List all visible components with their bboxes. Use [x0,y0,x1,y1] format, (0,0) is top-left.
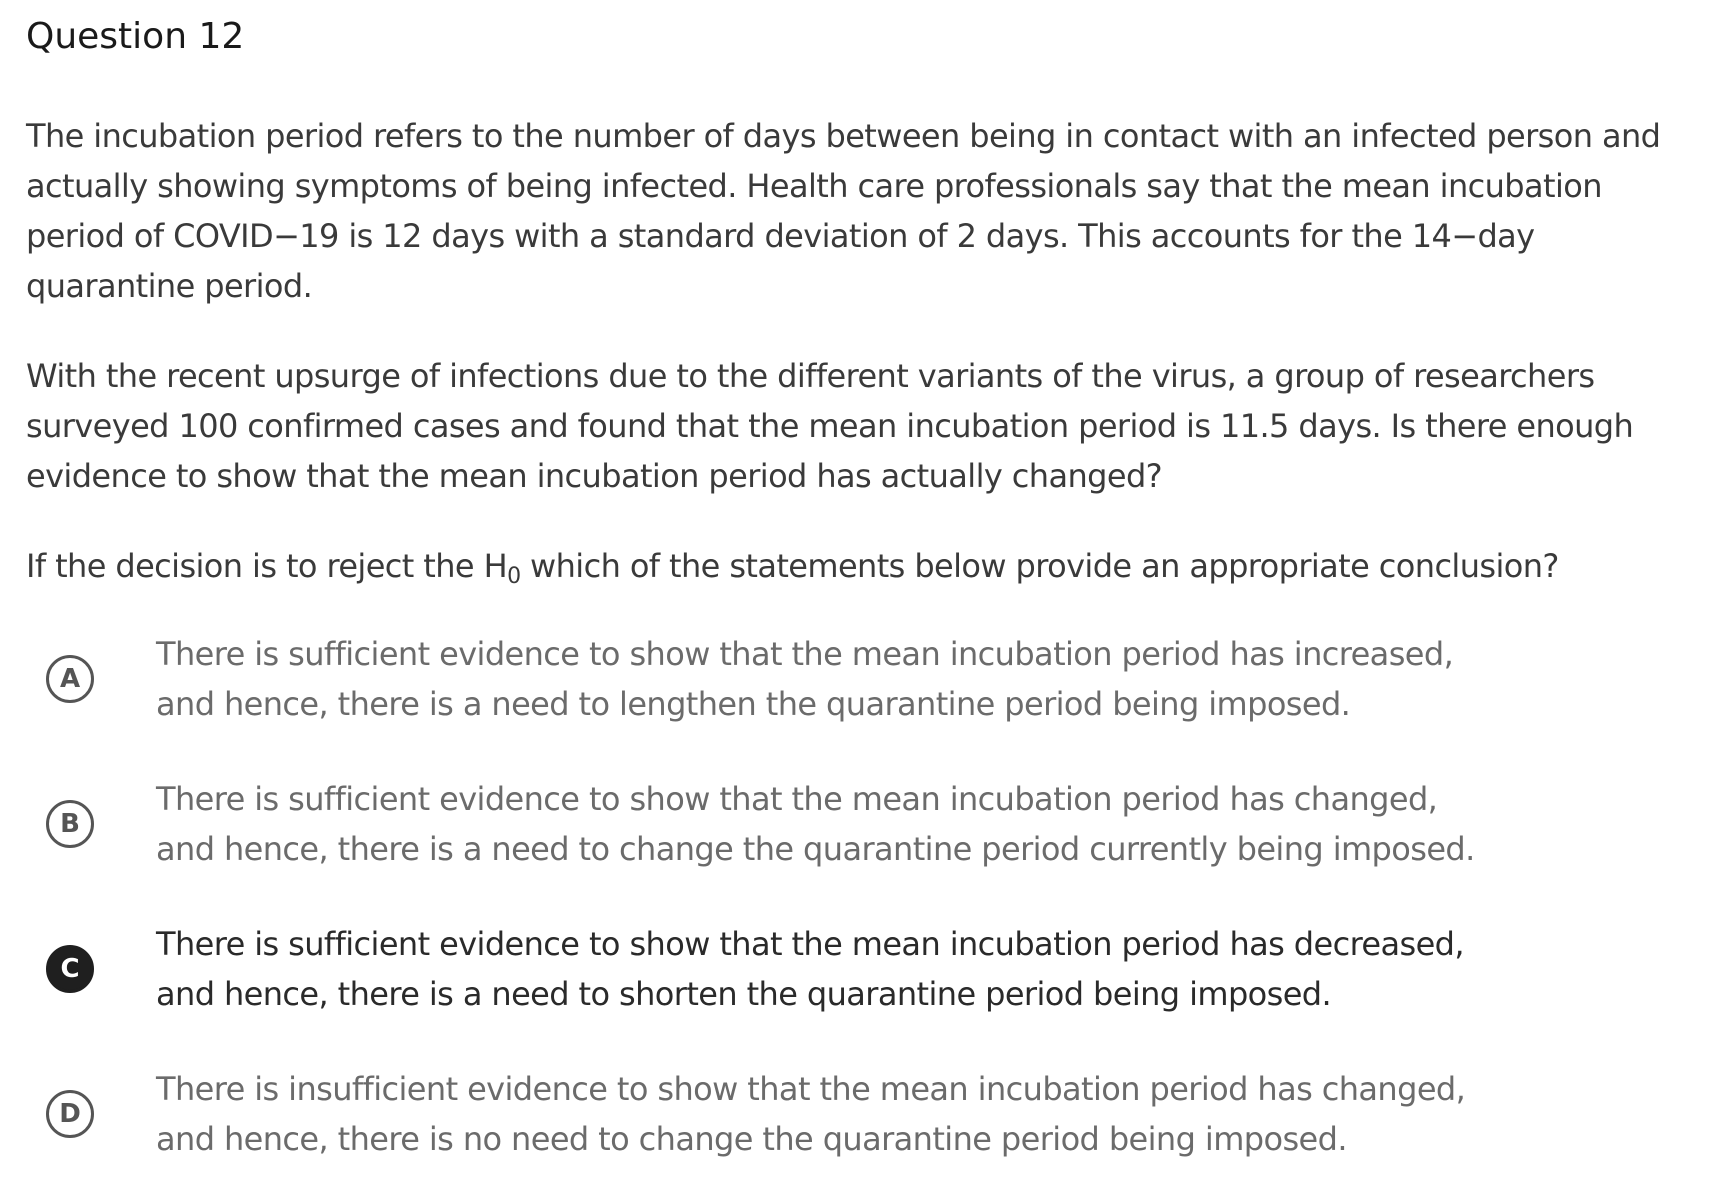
option-a-text[interactable] [156,629,1556,729]
option-a-line-1: There is sufficient evidence to show that the mean incubation period has increased, [156,635,1454,673]
option-b-line-1: There is sufficient evidence to show that the mean incubation period has changed, [156,780,1438,818]
option-c[interactable] [26,919,1724,1019]
option-c-text[interactable] [156,919,1556,1019]
question-prompt [26,541,1686,591]
option-d-line-2: and hence, there is no need to change the quarantine period being imposed. [156,1120,1347,1158]
option-b[interactable] [26,774,1724,874]
option-c-badge[interactable]: C [46,945,94,993]
option-b-badge[interactable]: B [46,800,94,848]
question-paragraph-scenario: With the recent upsurge of infections due to the different variants of the virus, a group of researchers surveyed 100 confirmed cases and found that the mean incubation period is 11.5 days. Is there enough evidence to show that the mean incubation period has actually changed? [26,357,1634,495]
option-c-line-1: There is sufficient evidence to show that the mean incubation period has decreased, [156,925,1464,963]
option-d[interactable] [26,1064,1724,1164]
question-prompt-subscript: 0 [507,564,521,589]
option-b-text[interactable] [156,774,1556,874]
option-d-text[interactable] [156,1064,1556,1164]
option-a-line-2: and hence, there is a need to lengthen the quarantine period being imposed. [156,685,1351,723]
answer-options [26,629,1724,1164]
option-d-line-1: There is insufficient evidence to show that the mean incubation period has changed, [156,1070,1466,1108]
option-a-badge[interactable]: A [46,655,94,703]
option-c-line-2: and hence, there is a need to shorten the quarantine period being imposed. [156,975,1332,1013]
question-prompt-after: which of the statements below provide an appropriate conclusion? [520,547,1559,585]
option-b-line-2: and hence, there is a need to change the quarantine period currently being imposed. [156,830,1475,868]
question-title: Question 12 [26,16,245,57]
option-d-badge[interactable]: D [46,1090,94,1138]
question-prompt-before: If the decision is to reject the H [26,547,508,585]
question-paragraph-context: The incubation period refers to the number of days between being in contact with an infected person and actually showing symptoms of being infected. Health care professionals say that the mean incubation period of COVID−19 is 12 days with a standard deviation of 2 days. This accounts for the 14−day quarantine period. [26,117,1661,305]
option-a[interactable] [26,629,1724,729]
